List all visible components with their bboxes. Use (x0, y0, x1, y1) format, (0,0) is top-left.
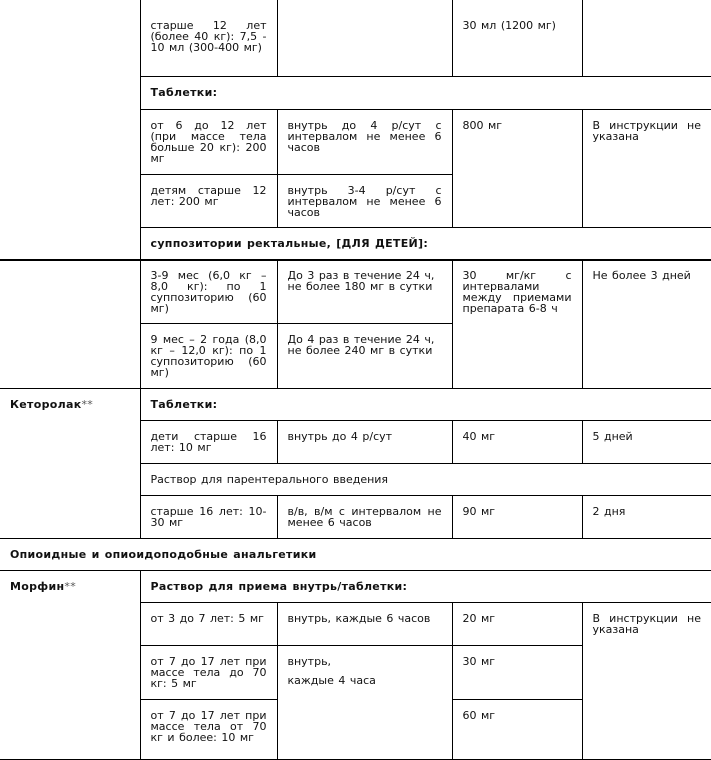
dose-cell: дети старше 16 лет: 10 мг (140, 421, 277, 464)
dose-cell: детям старше 12 лет: 200 мг (140, 175, 277, 228)
dose-cell: от 7 до 17 лет при массе тела от 70 кг и более: 10 мг (140, 700, 277, 760)
max-dose-cell: 30 мл (1200 мг) (452, 0, 582, 77)
form-header-oral: Раствор для приема внутрь/таблетки: (140, 571, 711, 603)
regimen-cell: До 3 раз в течение 24 ч, не более 180 мг в сутки (277, 260, 452, 324)
form-header-tablets: Таблетки: (140, 389, 711, 421)
duration-cell: В инструкции не указана (582, 603, 711, 760)
regimen-cell: До 4 раз в течение 24 ч, не более 240 мг в сутки (277, 324, 452, 389)
dosage-table-part2 (0, 259, 711, 760)
form-header-parenteral: Раствор для парентерального введения (140, 464, 711, 496)
dose-cell: от 6 до 12 лет (при массе тела больше 20 кг): 200 мг (140, 110, 277, 175)
dose-cell: старше 16 лет: 10-30 мг (140, 496, 277, 539)
regimen-cell: внутрь 3-4 р/сут с интервалом не менее 6 часов (277, 175, 452, 228)
form-header-tablets: Таблетки: (140, 77, 711, 110)
dose-cell: от 3 до 7 лет: 5 мг (140, 603, 277, 646)
max-dose-cell: 30 мг/кг с интервалами между приемами препарата 6-8 ч (452, 260, 582, 389)
regimen-cell-empty (277, 0, 452, 77)
drug-name-ketorolac: Кеторолак** (0, 389, 140, 539)
dose-cell: от 7 до 17 лет при массе тела до 70 кг: 5 мг (140, 646, 277, 700)
regimen-cell: внутрь до 4 р/сут с интервалом не менее 6 часов (277, 110, 452, 175)
max-dose-cell: 20 мг (452, 603, 582, 646)
max-dose-cell: 60 мг (452, 700, 582, 760)
duration-cell: Не более 3 дней (582, 260, 711, 389)
drug-name-cell-empty (0, 0, 140, 261)
form-header-suppositories: суппозитории ректальные, [ДЛЯ ДЕТЕЙ]: (140, 228, 711, 261)
duration-cell-empty (582, 0, 711, 77)
group-header-opioids: Опиоидные и опиоидоподобные анальгетики (0, 539, 711, 571)
duration-cell: 2 дня (582, 496, 711, 539)
max-dose-cell: 30 мг (452, 646, 582, 700)
dose-cell: 3-9 мес (6,0 кг – 8,0 кг): по 1 суппозиторию (60 мг) (140, 260, 277, 324)
dose-cell: старше 12 лет (более 40 кг): 7,5 - 10 мл (300-400 мг) (140, 0, 277, 77)
regimen-cell: в/в, в/м с интервалом не менее 6 часов (277, 496, 452, 539)
max-dose-cell: 90 мг (452, 496, 582, 539)
duration-cell: 5 дней (582, 421, 711, 464)
drug-name-morphine: Морфин** (0, 571, 140, 760)
dose-cell: 9 мес – 2 года (8,0 кг – 12,0 кг): по 1 суппозиторию (60 мг) (140, 324, 277, 389)
regimen-cell: внутрь, каждые 4 часа (277, 646, 452, 760)
regimen-cell: внутрь до 4 р/сут (277, 421, 452, 464)
regimen-cell: внутрь, каждые 6 часов (277, 603, 452, 646)
drug-name-cell-empty (0, 260, 140, 389)
max-dose-cell: 40 мг (452, 421, 582, 464)
duration-cell: В инструкции не указана (582, 110, 711, 228)
max-dose-cell: 800 мг (452, 110, 582, 228)
